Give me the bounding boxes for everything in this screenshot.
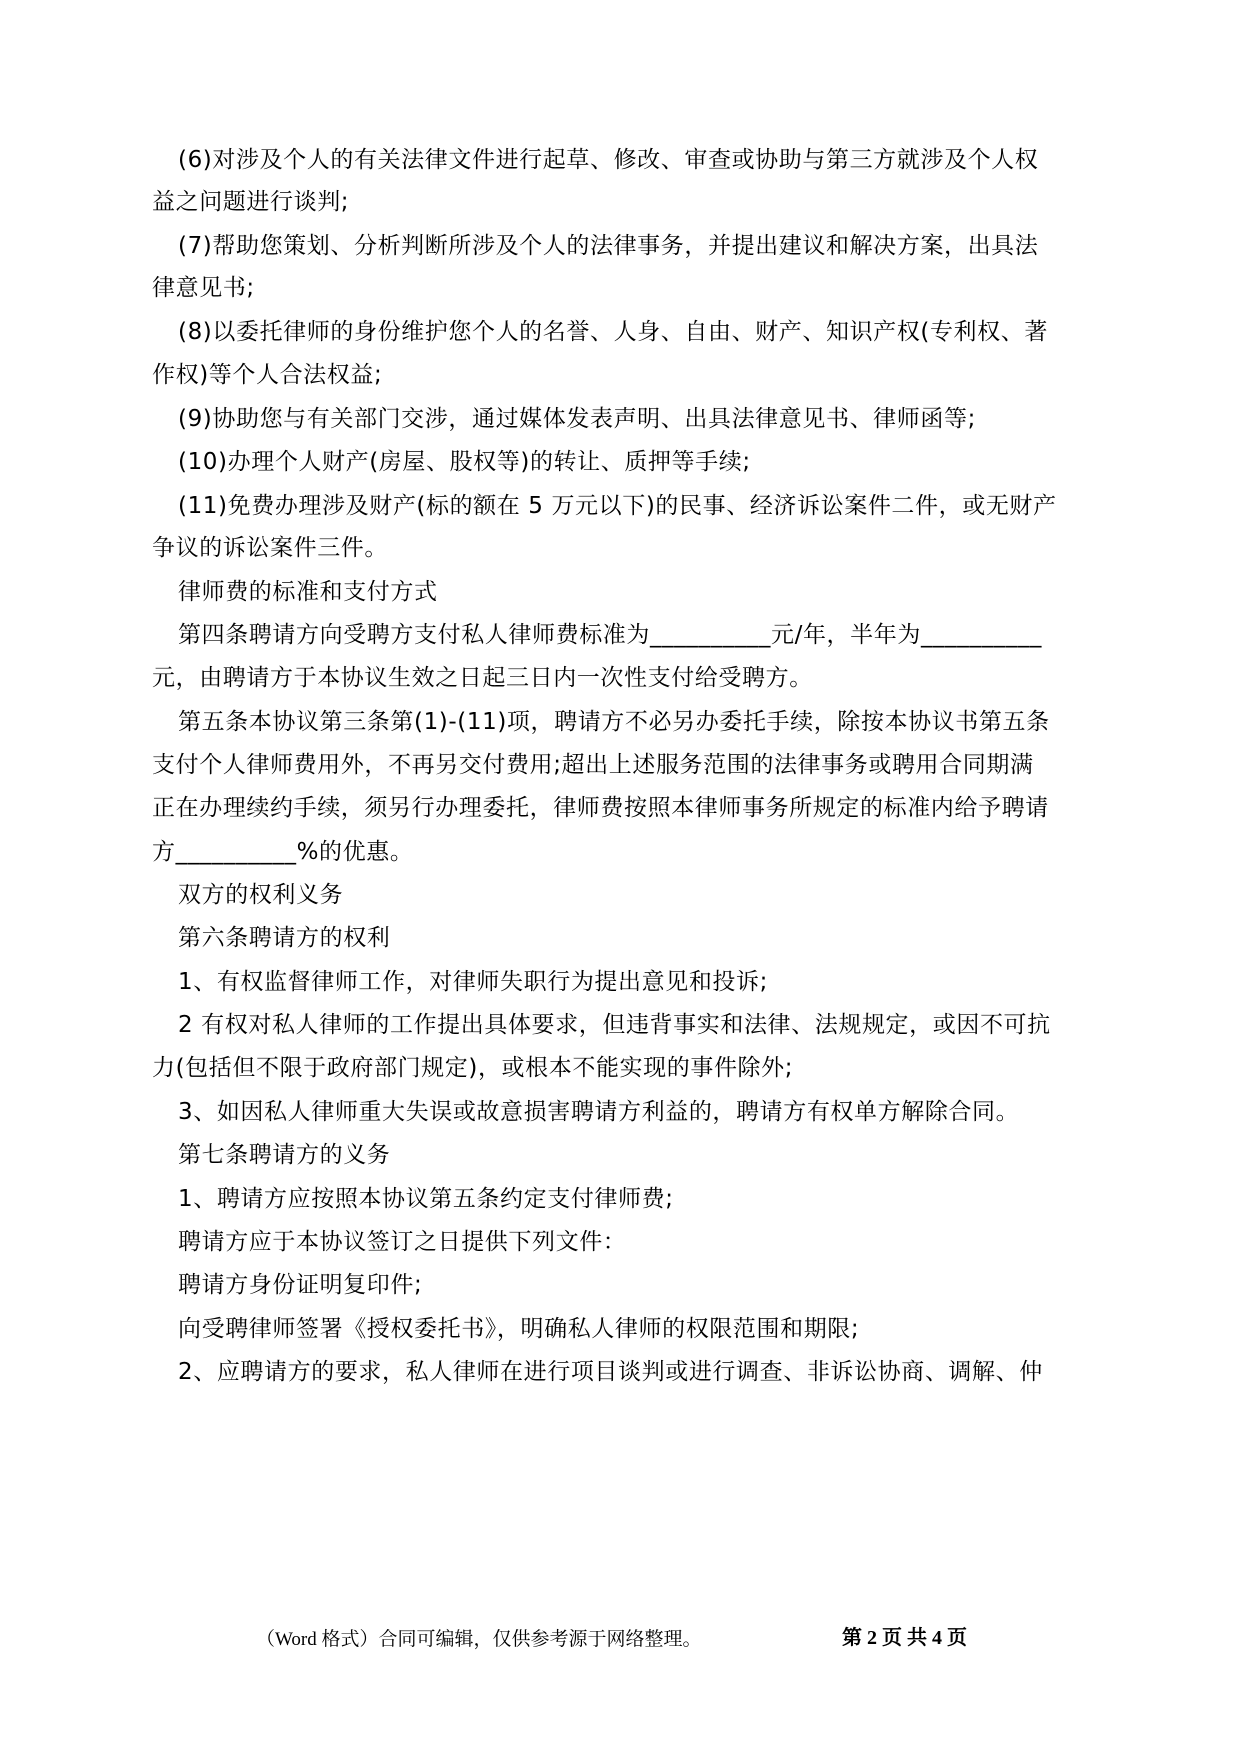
paragraph-line: 益之问题进行谈判;: [152, 189, 350, 215]
paragraph-line: 2 有权对私人律师的工作提出具体要求，但违背事实和法律、法规规定，或因不可抗: [178, 1012, 1051, 1038]
paragraph-line: (9)协助您与有关部门交涉，通过媒体发表声明、出具法律意见书、律师函等;: [178, 406, 976, 432]
paragraph-line: 争议的诉讼案件三件。: [152, 535, 388, 561]
paragraph-line: 第四条聘请方向受聘方支付私人律师费标准为__________元/年，半年为__________: [178, 622, 1042, 648]
paragraph-line: (8)以委托律师的身份维护您个人的名誉、人身、自由、财产、知识产权(专利权、著: [178, 319, 1048, 345]
paragraph-line: (6)对涉及个人的有关法律文件进行起草、修改、审查或协助与第三方就涉及个人权: [178, 147, 1039, 173]
article-heading: 第六条聘请方的权利: [178, 925, 391, 951]
paragraph-line: (7)帮助您策划、分析判断所涉及个人的法律事务，并提出建议和解决方案，出具法: [178, 233, 1039, 259]
paragraph-line: 2、应聘请方的要求，私人律师在进行项目谈判或进行调查、非诉讼协商、调解、仲: [178, 1359, 1043, 1385]
paragraph-line: 作权)等个人合法权益;: [152, 362, 383, 388]
article-heading: 第七条聘请方的义务: [178, 1142, 391, 1168]
paragraph-line: 支付个人律师费用外，不再另交付费用;超出上述服务范围的法律事务或聘用合同期满: [152, 752, 1034, 778]
footer-note: （Word 格式）合同可编辑，仅供参考源于网络整理。: [256, 1629, 702, 1650]
paragraph-line: 3、如因私人律师重大失误或故意损害聘请方利益的，聘请方有权单方解除合同。: [178, 1099, 1020, 1125]
paragraph-line: 1、聘请方应按照本协议第五条约定支付律师费;: [178, 1186, 674, 1212]
paragraph-line: 1、有权监督律师工作，对律师失职行为提出意见和投诉;: [178, 969, 768, 995]
paragraph-line: 第五条本协议第三条第(1)-(11)项，聘请方不必另办委托手续，除按本协议书第五条: [178, 709, 1050, 735]
paragraph-line: 聘请方应于本协议签订之日提供下列文件：: [178, 1229, 627, 1255]
paragraph-line: 正在办理续约手续，须另行办理委托，律师费按照本律师事务所规定的标准内给予聘请: [152, 795, 1049, 821]
paragraph-line: 元，由聘请方于本协议生效之日起三日内一次性支付给受聘方。: [152, 665, 813, 691]
paragraph-line: 力(包括但不限于政府部门规定)，或根本不能实现的事件除外;: [152, 1055, 794, 1081]
paragraph-line: (10)办理个人财产(房屋、股权等)的转让、质押等手续;: [178, 449, 751, 475]
paragraph-line: (11)免费办理涉及财产(标的额在 5 万元以下)的民事、经济诉讼案件二件，或无财产: [178, 493, 1057, 519]
paragraph-line: 聘请方身份证明复印件;: [178, 1272, 423, 1298]
section-heading: 律师费的标准和支付方式: [178, 579, 438, 605]
section-heading: 双方的权利义务: [178, 882, 344, 908]
paragraph-line: 向受聘律师签署《授权委托书》，明确私人律师的权限范围和期限;: [178, 1316, 860, 1342]
paragraph-line: 律意见书;: [152, 275, 255, 301]
paragraph-line: 方__________%的优惠。: [152, 839, 414, 865]
page-number: 第 2 页 共 4 页: [842, 1627, 967, 1649]
